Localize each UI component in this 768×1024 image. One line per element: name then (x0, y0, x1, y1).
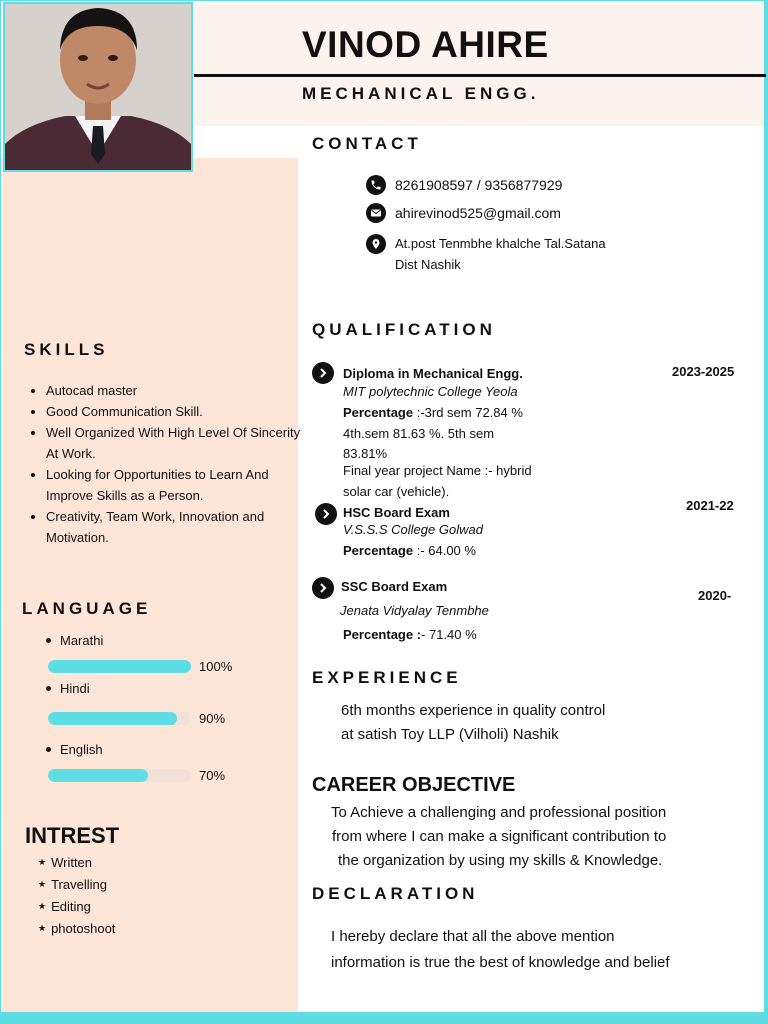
language-item-english (46, 742, 103, 757)
experience-line: at satish Toy LLP (Vilholi) Nashik (341, 726, 559, 743)
percentage-label: Percentage (343, 405, 414, 420)
percentage-value: :-3rd sem 72.84 % (413, 405, 523, 420)
star-icon: ★ (38, 923, 47, 933)
experience-heading: EXPERIENCE (312, 668, 462, 687)
declaration-heading: DECLARATION (312, 884, 479, 903)
bullet-dot (46, 747, 51, 752)
declaration-line: I hereby declare that all the above mention (331, 928, 615, 945)
interest-item (38, 877, 107, 892)
career-line: To Achieve a challenging and professional position (331, 804, 667, 821)
skill-item: • Well Organized With High Level Of Sincerity At Work. (46, 422, 306, 464)
language-bar-fill (48, 712, 177, 725)
language-percent: 70% (199, 768, 226, 783)
interest-item (38, 921, 115, 936)
language-heading: LANGUAGE (22, 599, 152, 618)
chevron-right-icon (312, 362, 334, 384)
qualification-school: V.S.S.S College Golwad (343, 522, 483, 537)
qualification-year: 2023-2025 (672, 364, 735, 379)
language-name: English (60, 742, 103, 757)
experience-text (341, 699, 605, 747)
percentage-value: :- 64.00 % (413, 543, 476, 558)
qualification-year: 2020- (698, 588, 732, 603)
percentage-value: - 71.40 % (421, 627, 477, 642)
star-icon: ★ (38, 857, 47, 867)
phone-text: 8261908597 / 9356877929 (395, 177, 563, 193)
skill-item: • Autocad master (46, 380, 306, 401)
bullet-dot (46, 638, 51, 643)
qualification-heading: QUALIFICATION (312, 320, 496, 339)
qualification-school: MIT polytechnic College Yeola (343, 384, 518, 399)
phone-icon (366, 175, 386, 195)
skills-list (26, 380, 306, 548)
qualification-title: SSC Board Exam (341, 579, 448, 594)
contact-phone (366, 175, 562, 195)
language-bar-english (48, 769, 191, 782)
address-line-2: Dist Nashik (395, 257, 461, 272)
career-objective-text (331, 801, 666, 873)
star-icon: ★ (38, 901, 47, 911)
percentage-label: Percentage (343, 543, 414, 558)
career-objective-heading: CAREER OBJECTIVE (312, 774, 516, 796)
declaration-text (331, 924, 670, 976)
qualification-title: Diploma in Mechanical Engg. (343, 366, 523, 381)
qualification-detail: Final year project Name :- hybrid (343, 463, 532, 478)
bottom-accent-bar (0, 1012, 768, 1024)
skills-heading: SKILLS (24, 340, 109, 359)
qualification-detail: 4th.sem 81.63 %. 5th sem (343, 426, 495, 441)
contact-email (366, 203, 561, 223)
address-text (395, 233, 606, 275)
language-percent: 100% (199, 659, 233, 674)
candidate-name: VINOD AHIRE (302, 24, 549, 65)
language-bar-fill (48, 769, 148, 782)
career-line: the organization by using my skills & Knowledge. (338, 852, 663, 869)
chevron-right-icon (312, 577, 334, 599)
profile-portrait-illustration (5, 4, 191, 170)
skill-item: • Creativity, Team Work, Innovation and Motivation. (46, 506, 306, 548)
interest-item (38, 899, 91, 914)
mail-icon (366, 203, 386, 223)
interest-text: photoshoot (51, 921, 116, 936)
qualification-percentage (343, 627, 477, 642)
email-text: ahirevinod525@gmail.com (395, 205, 561, 221)
declaration-line: information is true the best of knowledge and belief (331, 954, 670, 971)
chevron-right-icon (315, 503, 337, 525)
contact-heading: CONTACT (312, 134, 422, 153)
language-bar-hindi (48, 712, 191, 725)
candidate-title: MECHANICAL ENGG. (302, 84, 540, 103)
bullet-dot (46, 686, 51, 691)
interest-item (38, 855, 92, 870)
qualification-title: HSC Board Exam (343, 505, 450, 520)
interest-text: Travelling (51, 877, 107, 892)
qualification-detail: 83.81% (343, 446, 388, 461)
language-item-hindi (46, 681, 90, 696)
percentage-label: Percentage : (343, 627, 422, 642)
address-line-1: At.post Tenmbhe khalche Tal.Satana (395, 236, 606, 251)
name-divider (194, 74, 766, 77)
qualification-year: 2021-22 (686, 498, 734, 513)
interest-text: Written (51, 855, 93, 870)
interest-text: Editing (51, 899, 91, 914)
experience-line: 6th months experience in quality control (341, 702, 606, 719)
right-accent-edge (764, 0, 768, 1024)
language-percent: 90% (199, 711, 226, 726)
language-name: Hindi (60, 681, 90, 696)
skill-item: • Looking for Opportunities to Learn And Improve Skills as a Person. (46, 464, 306, 506)
career-line: from where I can make a significant contribution to (332, 828, 667, 845)
qualification-school: Jenata Vidyalay Tenmbhe (340, 603, 489, 618)
location-pin-icon (366, 234, 386, 254)
language-name: Marathi (60, 633, 104, 648)
qualification-percentage (343, 405, 523, 420)
language-bar-marathi (48, 660, 191, 673)
language-bar-fill (48, 660, 191, 673)
language-item-marathi (46, 633, 103, 648)
qualification-percentage (343, 543, 476, 558)
skill-item: • Good Communication Skill. (46, 401, 306, 422)
contact-address (366, 233, 606, 275)
profile-photo (3, 2, 193, 172)
qualification-detail: solar car (vehicle). (343, 484, 450, 499)
star-icon: ★ (38, 879, 47, 889)
interest-heading: INTREST (25, 823, 120, 848)
